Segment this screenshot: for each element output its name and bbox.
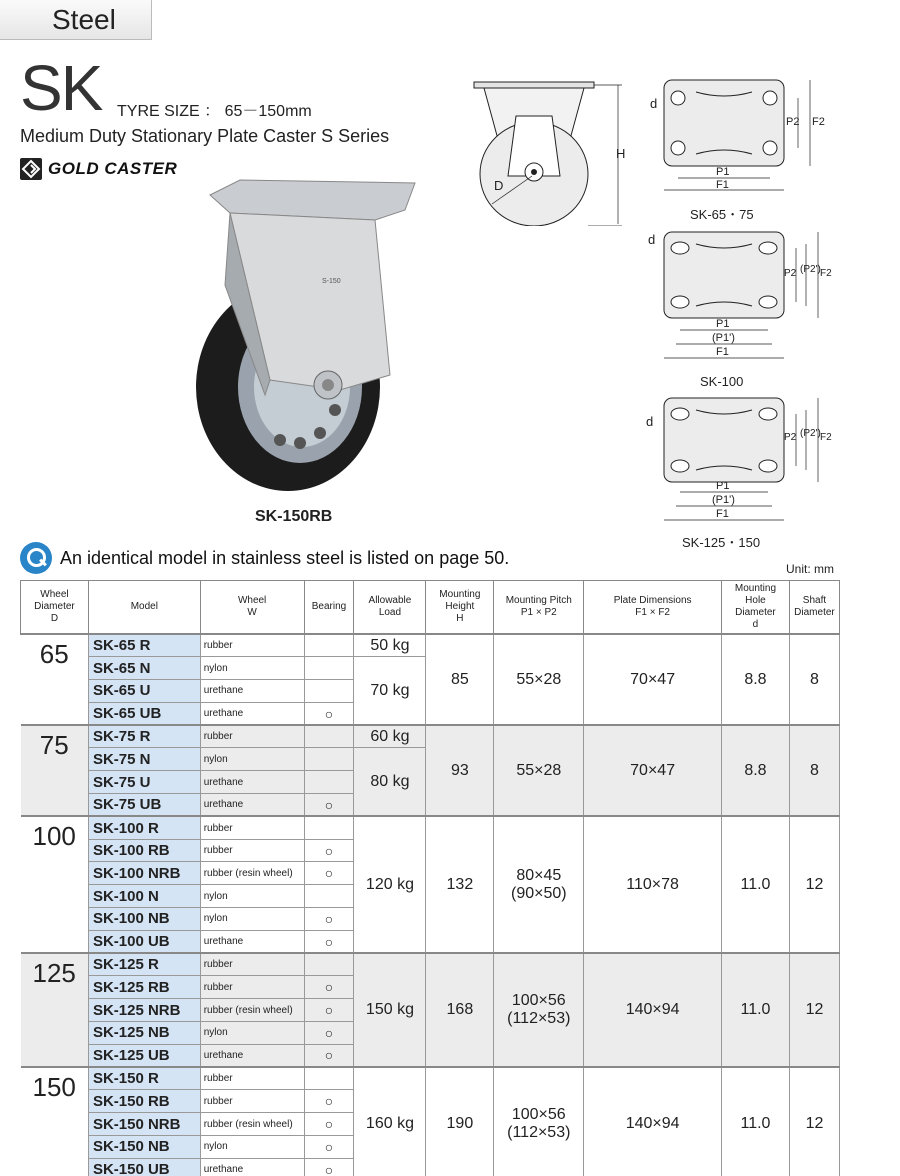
allowable-load-cell: 60 kg [354, 725, 426, 748]
bearing-cell [304, 816, 354, 839]
model-cell: SK-100 NB [88, 908, 200, 931]
model-cell: SK-75 UB [88, 794, 200, 817]
bearing-cell: ○ [304, 908, 354, 931]
bearing-cell [304, 680, 354, 703]
mounting-pitch-value: 55×28 [516, 670, 562, 688]
table-header-row [21, 581, 840, 635]
p1-label: P1 [716, 480, 730, 492]
bearing-cell [304, 771, 354, 794]
allowable-load-cell: 80 kg [354, 748, 426, 816]
hole-d-label: d [646, 414, 654, 429]
stainless-note [20, 542, 509, 574]
shaft-diameter-cell: 8 [789, 634, 839, 725]
wheel-material-cell: urethane [200, 1158, 304, 1176]
bearing-cell [304, 1067, 354, 1090]
mounting-pitch-cell [494, 953, 584, 1067]
model-cell: SK-150 RB [88, 1090, 200, 1113]
bearing-cell [304, 725, 354, 748]
model-cell: SK-125 NB [88, 1022, 200, 1045]
model-cell: SK-100 NRB [88, 862, 200, 885]
shaft-diameter-cell: 8 [789, 725, 839, 816]
p2-alt-label: (P2') [800, 264, 821, 275]
allowable-load-cell: 120 kg [354, 816, 426, 953]
allowable-load-cell: 70 kg [354, 657, 426, 725]
model-cell: SK-100 R [88, 816, 200, 839]
wheel-material-cell: urethane [200, 771, 304, 794]
series-subtitle: Medium Duty Stationary Plate Caster S Series [20, 126, 390, 146]
model-cell: SK-100 N [88, 885, 200, 908]
mounting-height-cell: 190 [426, 1067, 494, 1176]
mounting-hole-cell: 11.0 [722, 816, 790, 953]
model-cell: SK-150 NB [88, 1136, 200, 1159]
plate-drawing-65-75 [640, 78, 840, 228]
model-cell: SK-65 R [88, 634, 200, 657]
photo-stamp: S-150 [322, 278, 341, 285]
wheel-material-cell: nylon [200, 1022, 304, 1045]
shaft-diameter-cell: 12 [789, 953, 839, 1067]
plate-dimensions-cell: 140×94 [584, 953, 722, 1067]
model-cell: SK-75 N [88, 748, 200, 771]
bearing-cell: ○ [304, 976, 354, 999]
allowable-load-cell: 160 kg [354, 1067, 426, 1176]
bearing-cell [304, 657, 354, 680]
brand-name: GOLD CASTER [48, 159, 178, 178]
bearing-cell: ○ [304, 1022, 354, 1045]
col-load: Allowable Load [354, 581, 426, 635]
model-cell: SK-150 UB [88, 1158, 200, 1176]
bearing-cell [304, 634, 354, 657]
model-cell: SK-150 R [88, 1067, 200, 1090]
gold-caster-logo-icon [20, 158, 42, 180]
wheel-material-cell: rubber (resin wheel) [200, 1113, 304, 1136]
material-tab-label: Steel [52, 4, 116, 35]
mounting-pitch-value: 100×56 [511, 992, 566, 1010]
f2-label: F2 [812, 116, 825, 128]
mounting-pitch-value: 80×45 [516, 866, 562, 884]
model-cell: SK-125 NRB [88, 999, 200, 1022]
f1-label: F1 [716, 179, 729, 191]
bearing-cell: ○ [304, 1090, 354, 1113]
model-cell: SK-125 UB [88, 1044, 200, 1067]
p2-label: P2 [784, 268, 797, 279]
col-hole: Mounting Hole Diameter d [722, 581, 790, 635]
p1-label: P1 [716, 166, 730, 178]
mounting-pitch-alt-value: (112×53) [507, 1010, 571, 1028]
wheel-material-cell: nylon [200, 657, 304, 680]
hole-d-label: d [648, 232, 656, 247]
diameter-label: D [494, 178, 504, 193]
model-cell: SK-65 N [88, 657, 200, 680]
allowable-load-cell: 150 kg [354, 953, 426, 1067]
mounting-hole-cell: 11.0 [722, 1067, 790, 1176]
bearing-cell [304, 953, 354, 976]
mounting-height-cell: 132 [426, 816, 494, 953]
col-wheel: Wheel W [200, 581, 304, 635]
wheel-material-cell: urethane [200, 702, 304, 725]
bearing-cell: ○ [304, 862, 354, 885]
wheel-material-cell: urethane [200, 680, 304, 703]
mounting-pitch-value: 100×56 [511, 1106, 566, 1124]
model-cell: SK-100 UB [88, 930, 200, 953]
wheel-material-cell: rubber (resin wheel) [200, 999, 304, 1022]
wheel-material-cell: nylon [200, 1136, 304, 1159]
wheel-diameter-cell: 100 [21, 816, 89, 953]
wheel-diameter-cell: 150 [21, 1067, 89, 1176]
wheel-material-cell: urethane [200, 794, 304, 817]
mounting-pitch-cell [494, 725, 584, 816]
table-row [21, 953, 840, 976]
side-view-drawing [472, 76, 632, 231]
bearing-cell: ○ [304, 1113, 354, 1136]
wheel-material-cell: urethane [200, 930, 304, 953]
plate-drawing-100 [640, 230, 840, 390]
bearing-cell: ○ [304, 999, 354, 1022]
mounting-pitch-cell [494, 1067, 584, 1176]
mounting-pitch-value: 55×28 [516, 761, 562, 779]
wheel-material-cell: rubber (resin wheel) [200, 862, 304, 885]
table-row [21, 725, 840, 748]
bearing-cell: ○ [304, 1044, 354, 1067]
wheel-diameter-cell: 65 [21, 634, 89, 725]
wheel-material-cell: nylon [200, 908, 304, 931]
bearing-cell: ○ [304, 794, 354, 817]
model-cell: SK-75 U [88, 771, 200, 794]
hole-d-label: d [650, 96, 658, 111]
mounting-height-cell: 168 [426, 953, 494, 1067]
mounting-height-cell: 93 [426, 725, 494, 816]
wheel-material-cell: rubber [200, 725, 304, 748]
bearing-cell: ○ [304, 1136, 354, 1159]
plate-dimensions-cell: 70×47 [584, 634, 722, 725]
col-pitch: Mounting Pitch P1 × P2 [494, 581, 584, 635]
p1-label: P1 [716, 318, 730, 330]
plate-dimensions-cell: 110×78 [584, 816, 722, 953]
wheel-material-cell: urethane [200, 1044, 304, 1067]
plate-caption-65-75: SK-65・75 [690, 207, 754, 222]
mounting-pitch-cell [494, 816, 584, 953]
spec-table-body [21, 634, 840, 1176]
bearing-cell [304, 885, 354, 908]
bearing-cell: ○ [304, 930, 354, 953]
f1-label: F1 [716, 346, 729, 358]
mounting-pitch-cell [494, 634, 584, 725]
p1-alt-label: (P1') [712, 332, 735, 344]
plate-drawing-125-150 [640, 396, 840, 548]
unit-label: Unit: mm [786, 562, 834, 576]
p1-alt-label: (P1') [712, 494, 735, 506]
mounting-pitch-alt-value: (112×53) [507, 1124, 571, 1142]
p2-label: P2 [786, 116, 800, 128]
wheel-material-cell: rubber [200, 1090, 304, 1113]
wheel-material-cell: rubber [200, 839, 304, 862]
bearing-cell: ○ [304, 839, 354, 862]
col-height: Mounting Height H [426, 581, 494, 635]
photo-caption: SK-150RB [255, 508, 333, 525]
wheel-material-cell: nylon [200, 885, 304, 908]
col-model: Model [88, 581, 200, 635]
plate-dimensions-cell: 70×47 [584, 725, 722, 816]
wheel-diameter-cell: 125 [21, 953, 89, 1067]
col-bearing: Bearing [304, 581, 354, 635]
stainless-note-text: An identical model in stainless steel is listed on page 50. [60, 547, 510, 568]
col-shaft: Shaft Diameter [789, 581, 839, 635]
wheel-material-cell: rubber [200, 1067, 304, 1090]
mounting-hole-cell: 8.8 [722, 725, 790, 816]
f2-label: F2 [820, 432, 832, 443]
wheel-diameter-cell: 75 [21, 725, 89, 816]
wheel-material-cell: rubber [200, 634, 304, 657]
shaft-diameter-cell: 12 [789, 1067, 839, 1176]
brand-logo [20, 157, 177, 181]
bearing-cell [304, 748, 354, 771]
tyre-size: TYRE SIZE ： 65－150mm [117, 103, 312, 120]
model-cell: SK-100 RB [88, 839, 200, 862]
p2-label: P2 [784, 432, 797, 443]
p2-alt-label: (P2') [800, 428, 821, 439]
allowable-load-cell: 50 kg [354, 634, 426, 657]
f2-label: F2 [820, 268, 832, 279]
plate-caption-100: SK-100 [700, 374, 744, 389]
wheel-material-cell: rubber [200, 816, 304, 839]
table-row [21, 816, 840, 839]
model-cell: SK-125 R [88, 953, 200, 976]
mounting-hole-cell: 8.8 [722, 634, 790, 725]
f1-label: F1 [716, 508, 729, 520]
col-plate: Plate Dimensions F1 × F2 [584, 581, 722, 635]
plate-dimensions-cell: 140×94 [584, 1067, 722, 1176]
table-row [21, 634, 840, 657]
model-cell: SK-65 U [88, 680, 200, 703]
plate-caption-125-150: SK-125・150 [682, 535, 761, 550]
col-wheel-diameter: Wheel Diameter D [21, 581, 89, 635]
model-cell: SK-75 R [88, 725, 200, 748]
wheel-material-cell: rubber [200, 976, 304, 999]
model-cell: SK-125 RB [88, 976, 200, 999]
material-tab [0, 0, 152, 40]
magnifier-icon [20, 542, 52, 574]
shaft-diameter-cell: 12 [789, 816, 839, 953]
mounting-height-cell: 85 [426, 634, 494, 725]
bearing-cell: ○ [304, 1158, 354, 1176]
mounting-pitch-alt-value: (90×50) [510, 884, 567, 902]
bearing-cell: ○ [304, 702, 354, 725]
wheel-material-cell: rubber [200, 953, 304, 976]
mounting-hole-cell: 11.0 [722, 953, 790, 1067]
model-cell: SK-65 UB [88, 702, 200, 725]
height-label: H [616, 146, 626, 161]
table-row [21, 1067, 840, 1090]
series-code: SK [20, 52, 102, 124]
model-cell: SK-150 NRB [88, 1113, 200, 1136]
wheel-material-cell: nylon [200, 748, 304, 771]
spec-table [20, 580, 840, 1176]
product-photo [170, 165, 430, 500]
